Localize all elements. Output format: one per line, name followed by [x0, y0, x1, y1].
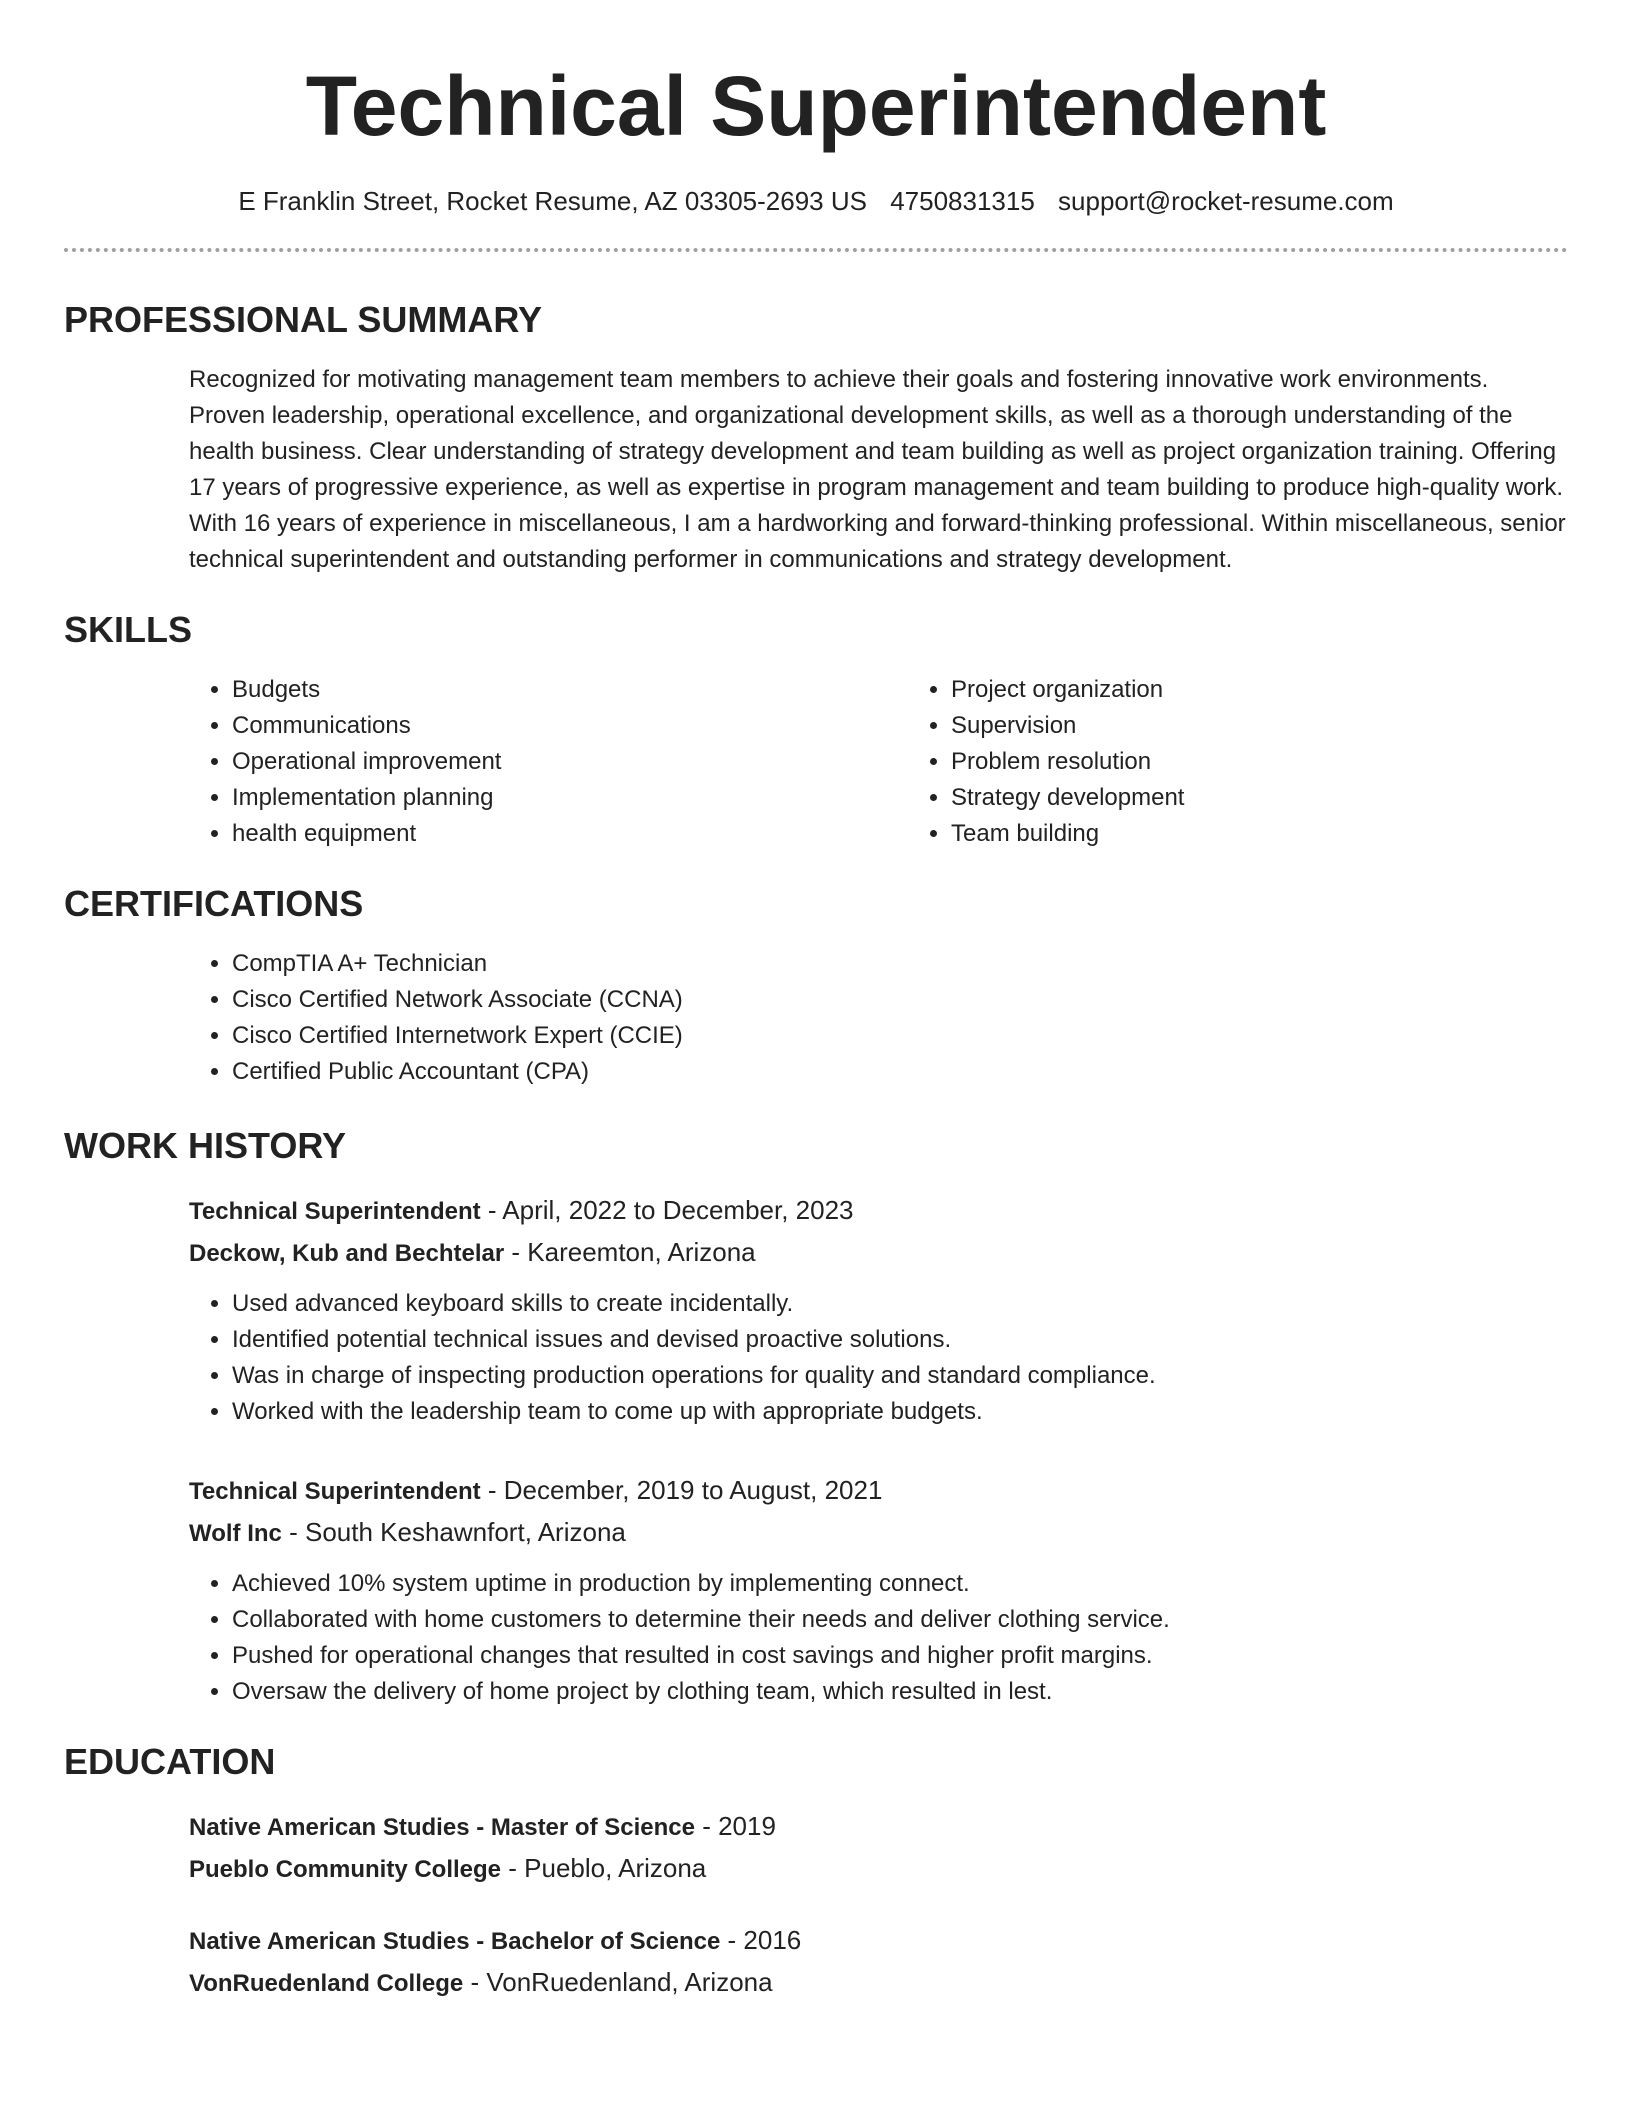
- job-bullet: • Used advanced keyboard skills to create incidentally.: [232, 1286, 1568, 1322]
- skill-item: • health equipment: [232, 816, 908, 852]
- job-title-line: [189, 1470, 1568, 1512]
- job-dates: - April, 2022 to December, 2023: [480, 1195, 854, 1225]
- candidate-name: Technical Superintendent: [305, 59, 1327, 153]
- job-role: Technical Superintendent: [189, 1198, 481, 1225]
- certification-item: • Cisco Certified Internetwork Expert (CCIE): [232, 1018, 1568, 1054]
- education-school: Pueblo Community College: [189, 1856, 502, 1883]
- job-bullets: [189, 1566, 1568, 1710]
- skills-right-column: [908, 672, 1184, 852]
- education-year: - 2016: [720, 1925, 802, 1955]
- skills-left-column: [189, 672, 908, 852]
- job-role: Technical Superintendent: [189, 1478, 481, 1505]
- education-entry: [189, 1920, 1568, 2004]
- contact-address: E Franklin Street, Rocket Resume, AZ 03305-2693 US: [238, 186, 867, 216]
- job-bullet: • Identified potential technical issues and devised proactive solutions.: [232, 1322, 1568, 1358]
- job-bullet: • Pushed for operational changes that resulted in cost savings and higher profit margins.: [232, 1638, 1568, 1674]
- job-bullet: • Was in charge of inspecting production operations for quality and standard compliance.: [232, 1358, 1568, 1394]
- job-company-line: [189, 1512, 1568, 1554]
- education-entry: [189, 1806, 1568, 1890]
- certifications-heading: CERTIFICATIONS: [64, 883, 364, 924]
- skill-item: • Budgets: [232, 672, 908, 708]
- education-degree-line: [189, 1920, 1568, 1962]
- education-degree: Native American Studies - Bachelor of Science: [189, 1928, 721, 1955]
- skill-item: • Operational improvement: [232, 744, 908, 780]
- skills-heading: SKILLS: [64, 609, 193, 650]
- job-bullets: [189, 1286, 1568, 1430]
- job-dates: - December, 2019 to August, 2021: [480, 1475, 883, 1505]
- resume-header: [64, 0, 1568, 252]
- education-year: - 2019: [694, 1811, 776, 1841]
- contact-line: [64, 184, 1568, 218]
- job-bullet: • Collaborated with home customers to determine their needs and deliver clothing service.: [232, 1602, 1568, 1638]
- job-bullet: • Achieved 10% system uptime in production by implementing connect.: [232, 1566, 1568, 1602]
- education-degree: Native American Studies - Master of Science: [189, 1814, 695, 1841]
- skill-item: • Communications: [232, 708, 908, 744]
- certification-item: • Cisco Certified Network Associate (CCNA): [232, 982, 1568, 1018]
- job-bullet: • Worked with the leadership team to come up with appropriate budgets.: [232, 1394, 1568, 1430]
- job-location: - South Keshawnfort, Arizona: [281, 1517, 626, 1547]
- contact-email: support@rocket-resume.com: [1058, 186, 1394, 216]
- certification-item: • CompTIA A+ Technician: [232, 946, 1568, 982]
- education-heading: EDUCATION: [64, 1741, 276, 1782]
- job-bullet: • Oversaw the delivery of home project by clothing team, which resulted in lest.: [232, 1674, 1568, 1710]
- work-history-heading: WORK HISTORY: [64, 1125, 347, 1166]
- skill-item: • Supervision: [951, 708, 1184, 744]
- summary-text: Recognized for motivating management team members to achieve their goals and fostering innovative work environments. Proven leadership, operational excellence, and organizational development skills, as well as a thorough understanding of the health business. Clear understanding of strategy development and team building as well as project organization training. Offering 17 years of progressive experience, as well as expertise in program management and team building to produce high-quality work. With 16 years of experience in miscellaneous, I am a hardworking and forward-thinking professional. Within miscellaneous, senior technical superintendent and outstanding performer in communications and strategy development.: [189, 366, 1566, 573]
- certifications-list: [189, 946, 1568, 1090]
- education-location: - Pueblo, Arizona: [501, 1853, 707, 1883]
- certification-item: • Certified Public Accountant (CPA): [232, 1054, 1568, 1090]
- skill-item: • Project organization: [951, 672, 1184, 708]
- education-school-line: [189, 1962, 1568, 2004]
- skill-item: • Implementation planning: [232, 780, 908, 816]
- job-company-line: [189, 1232, 1568, 1274]
- job-entry: [189, 1190, 1568, 1430]
- contact-phone: 4750831315: [890, 186, 1035, 216]
- certifications-bullets: [189, 946, 1568, 1090]
- job-company: Wolf Inc: [189, 1520, 282, 1547]
- education-degree-line: [189, 1806, 1568, 1848]
- job-location: - Kareemton, Arizona: [504, 1237, 756, 1267]
- job-entry: [189, 1470, 1568, 1710]
- skill-item: • Team building: [951, 816, 1184, 852]
- skills-grid: [189, 672, 1568, 852]
- education-location: - VonRuedenland, Arizona: [463, 1967, 773, 1997]
- education-school: VonRuedenland College: [189, 1970, 464, 1997]
- summary-heading: PROFESSIONAL SUMMARY: [64, 299, 543, 340]
- skill-item: • Strategy development: [951, 780, 1184, 816]
- job-title-line: [189, 1190, 1568, 1232]
- education-school-line: [189, 1848, 1568, 1890]
- header-divider: [64, 248, 1568, 252]
- job-company: Deckow, Kub and Bechtelar: [189, 1240, 505, 1267]
- skill-item: • Problem resolution: [951, 744, 1184, 780]
